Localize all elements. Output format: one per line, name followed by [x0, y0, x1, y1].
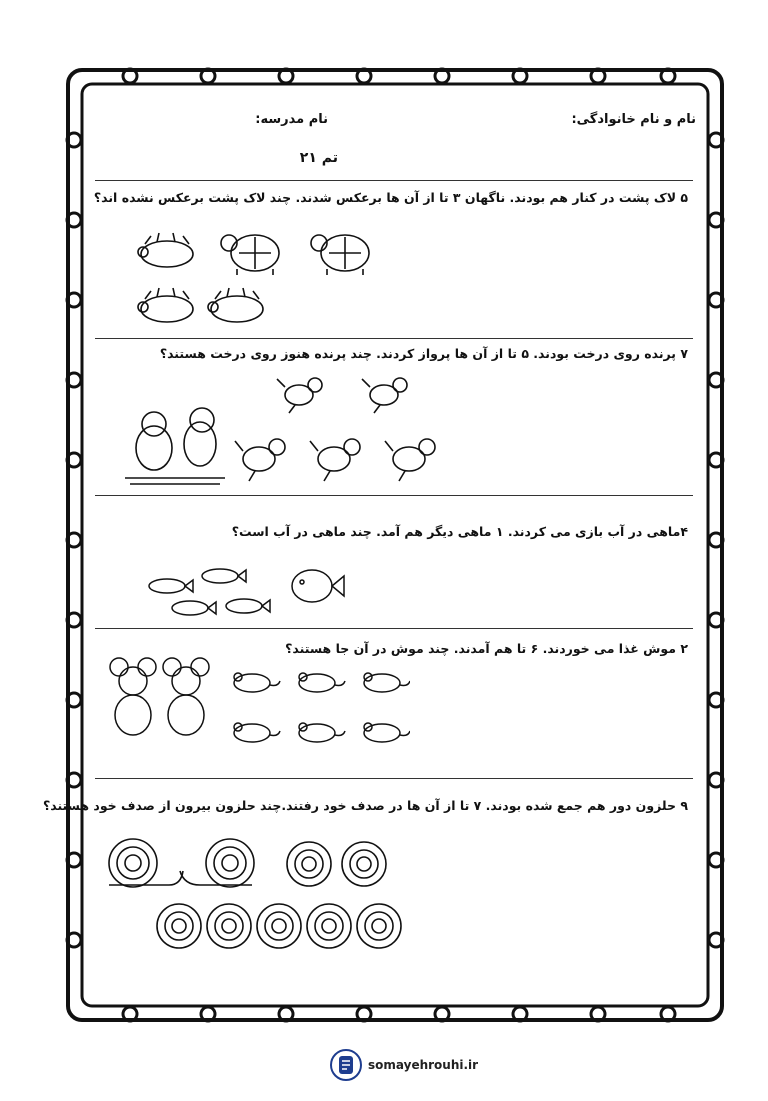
- divider: [95, 778, 693, 779]
- fish-icon: [149, 569, 344, 615]
- student-name-label: نام و نام خانوادگی:: [571, 112, 696, 127]
- fish-group: [140, 558, 360, 626]
- site-logo-icon: [330, 1049, 362, 1081]
- question-2-text: ۷ پرنده روی درخت بودند. ۵ تا از آن ها پرواز کردند. چند پرنده هنوز روی درخت هستند؟: [159, 346, 688, 361]
- school-name-label: نام مدرسه:: [255, 112, 328, 127]
- theme-label: تم ۲۱: [299, 150, 338, 166]
- divider: [95, 628, 693, 629]
- site-url[interactable]: somayehrouhi.ir: [368, 1058, 479, 1072]
- turtle-icon: [138, 233, 369, 322]
- snail-group: [100, 830, 410, 960]
- bird-group: [115, 368, 450, 498]
- divider: [95, 180, 693, 181]
- question-1-text: ۵ لاک پشت در کنار هم بودند. ناگهان ۳ تا از آن ها برعکس شدند. چند لاک پشت برعکس نشده اند؟: [93, 190, 688, 205]
- mouse-group: [105, 655, 410, 760]
- snail-icon: [109, 839, 401, 948]
- divider: [95, 495, 693, 496]
- question-3-text: ۴ماهی در آب بازی می کردند. ۱ ماهی دیگر هم آمد. چند ماهی در آب است؟: [231, 524, 688, 539]
- bird-icon: [125, 378, 435, 484]
- divider: [95, 338, 693, 339]
- question-4-text: ۲ موش غذا می خوردند. ۶ تا هم آمدند. چند موش در آن جا هستند؟: [285, 641, 688, 656]
- question-5-text: ۹ حلزون دور هم جمع شده بودند. ۷ تا از آن ها در صدف خود رفتند.چند حلزون بیرون از صدف خود هستند؟: [42, 798, 688, 813]
- turtle-group: [125, 222, 385, 332]
- mouse-icon: [110, 658, 410, 742]
